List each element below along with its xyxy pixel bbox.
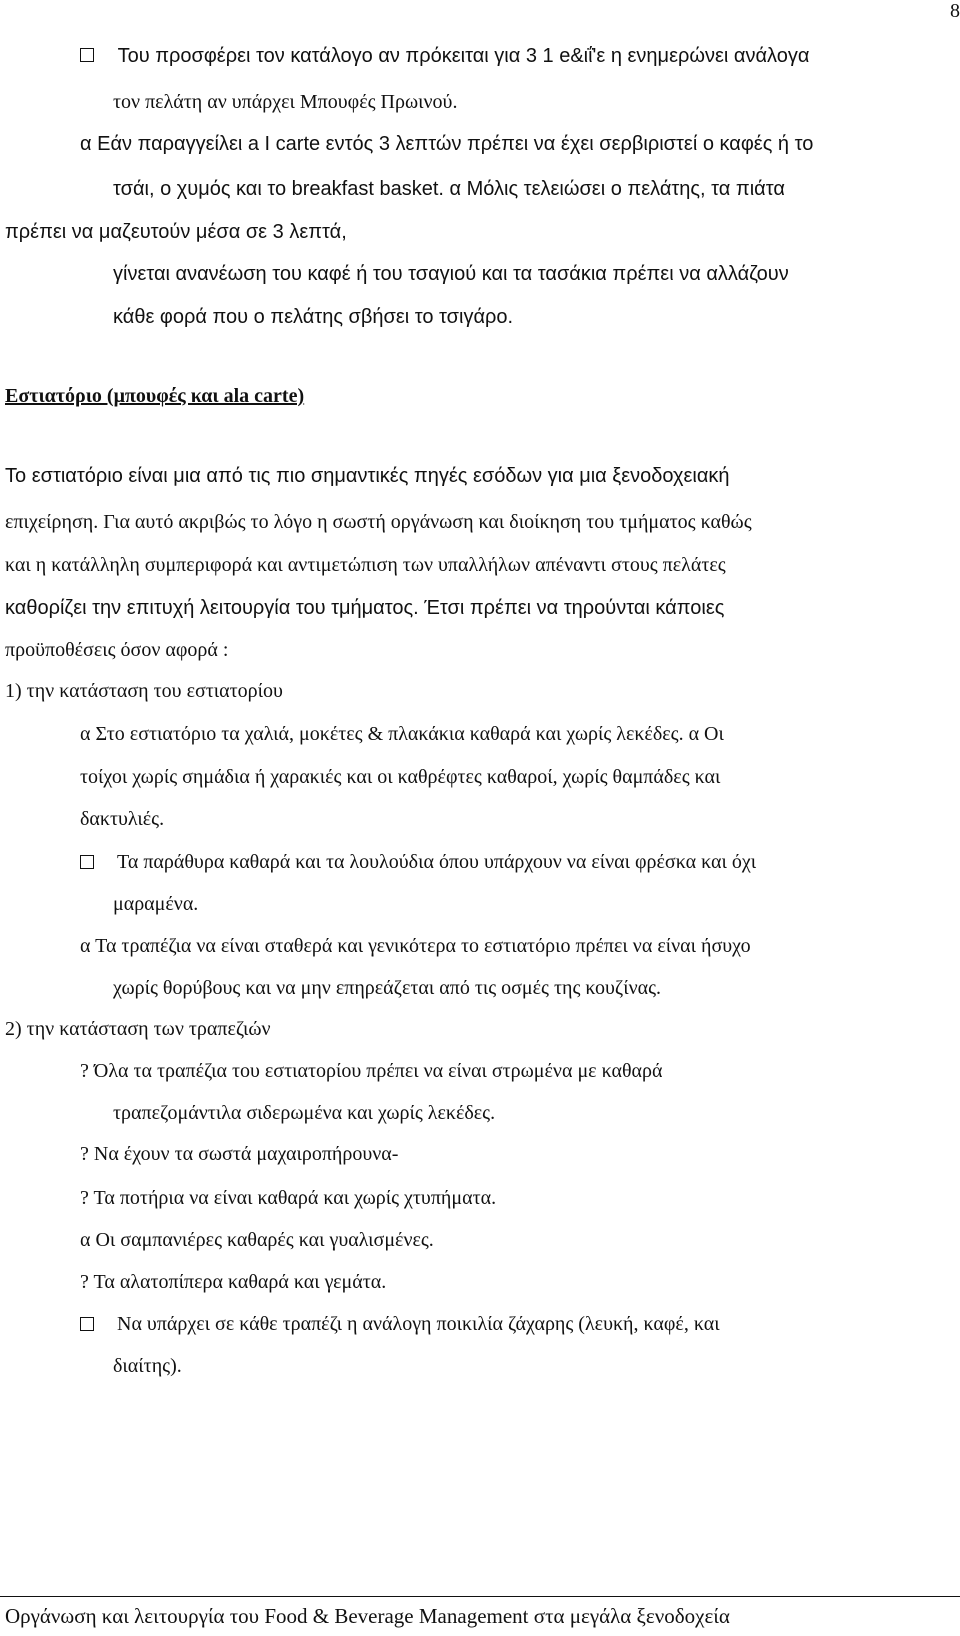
text-line: τοίχοι χωρίς σημάδια ή χαρακιές και οι καθρέφτες καθαροί, χωρίς θαμπάδες και — [80, 766, 721, 788]
text-line: τον πελάτη αν υπάρχει Μπουφές Πρωινού. — [113, 91, 458, 113]
paragraph-line: επιχείρηση. Για αυτό ακριβώς το λόγο η σωστή οργάνωση και διοίκηση του τμήματος καθώς — [5, 511, 752, 533]
text-line: α Εάν παραγγείλει a I carte εντός 3 λεπτών πρέπει να έχει σερβιριστεί ο καφές ή το — [80, 133, 814, 155]
text-line: τραπεζομάντιλα σιδερωμένα και χωρίς λεκέδες. — [113, 1102, 496, 1124]
list-item-text: Να υπάρχει σε κάθε τραπέζι η ανάλογη ποικιλία ζάχαρης (λευκή, καφέ, και — [117, 1313, 720, 1335]
section-heading: Εστιατόριο (μπουφές και ala carte) — [5, 385, 305, 407]
text-line: πρέπει να μαζευτούν μέσα σε 3 λεπτά, — [5, 221, 347, 243]
page-number: 8 — [950, 0, 960, 22]
page-footer: Οργάνωση και λειτουργία του Food & Beverage Management στα μεγάλα ξενοδοχεία — [5, 1604, 730, 1628]
text-line: μαραμένα. — [113, 893, 199, 915]
subsection-title: 2) την κατάσταση των τραπεζιών — [5, 1018, 271, 1040]
text-line: τσάι, ο χυμός και το breakfast basket. α Μόλις τελειώσει ο πελάτης, τα πιάτα — [113, 178, 785, 200]
subsection-title: 1) την κατάσταση του εστιατορίου — [5, 680, 283, 702]
footer-divider — [0, 1596, 960, 1597]
text-line: α Στο εστιατόριο τα χαλιά, μοκέτες & πλακάκια καθαρά και χωρίς λεκέδες. α Οι — [80, 723, 724, 745]
paragraph-line: καθορίζει την επιτυχή λειτουργία του τμήματος. Έτσι πρέπει να τηρούνται κάποιες — [5, 597, 725, 619]
list-item-text: Του προσφέρει τον κατάλογο αν πρόκειται για 3 1 e&ιΐ'ε η ενημερώνει ανάλογα — [117, 45, 810, 67]
text-line: α Τα τραπέζια να είναι σταθερά και γενικότερα το εστιατόριο πρέπει να είναι ήσυχο — [80, 935, 751, 957]
text-line: διαίτης). — [113, 1355, 182, 1377]
paragraph-line: Το εστιατόριο είναι μια από τις πιο σημαντικές πηγές εσόδων για μια ξενοδοχειακή — [5, 465, 730, 487]
text-line: χωρίς θορύβους και να μην επηρεάζεται από τις οσμές της κουζίνας. — [113, 977, 662, 999]
text-line: γίνεται ανανέωση του καφέ ή του τσαγιού και τα τασάκια πρέπει να αλλάζουν — [113, 263, 789, 285]
text-line: δακτυλιές. — [80, 808, 165, 830]
list-item — [80, 1312, 720, 1336]
list-item-text: Τα παράθυρα καθαρά και τα λουλούδια όπου υπάρχουν να είναι φρέσκα και όχι — [117, 851, 757, 873]
checkbox-bullet-icon — [80, 48, 94, 62]
text-line: ? Τα ποτήρια να είναι καθαρά και χωρίς χτυπήματα. — [80, 1187, 497, 1209]
list-item — [80, 850, 756, 874]
text-line: ? Όλα τα τραπέζια του εστιατορίου πρέπει να είναι στρωμένα με καθαρά — [80, 1060, 663, 1082]
text-line: ? Τα αλατοπίπερα καθαρά και γεμάτα. — [80, 1271, 387, 1293]
text-line: α Οι σαμπανιέρες καθαρές και γυαλισμένες. — [80, 1229, 434, 1251]
list-item — [80, 44, 809, 68]
paragraph-line: και η κατάλληλη συμπεριφορά και αντιμετώπιση των υπαλλήλων απέναντι στους πελάτες — [5, 554, 726, 576]
text-line: ? Να έχουν τα σωστά μαχαιροπήρουνα- — [80, 1143, 399, 1165]
checkbox-bullet-icon — [80, 855, 94, 869]
checkbox-bullet-icon — [80, 1317, 94, 1331]
text-line: κάθε φορά που ο πελάτης σβήσει το τσιγάρο. — [113, 306, 514, 328]
paragraph-line: προϋποθέσεις όσον αφορά : — [5, 639, 229, 661]
